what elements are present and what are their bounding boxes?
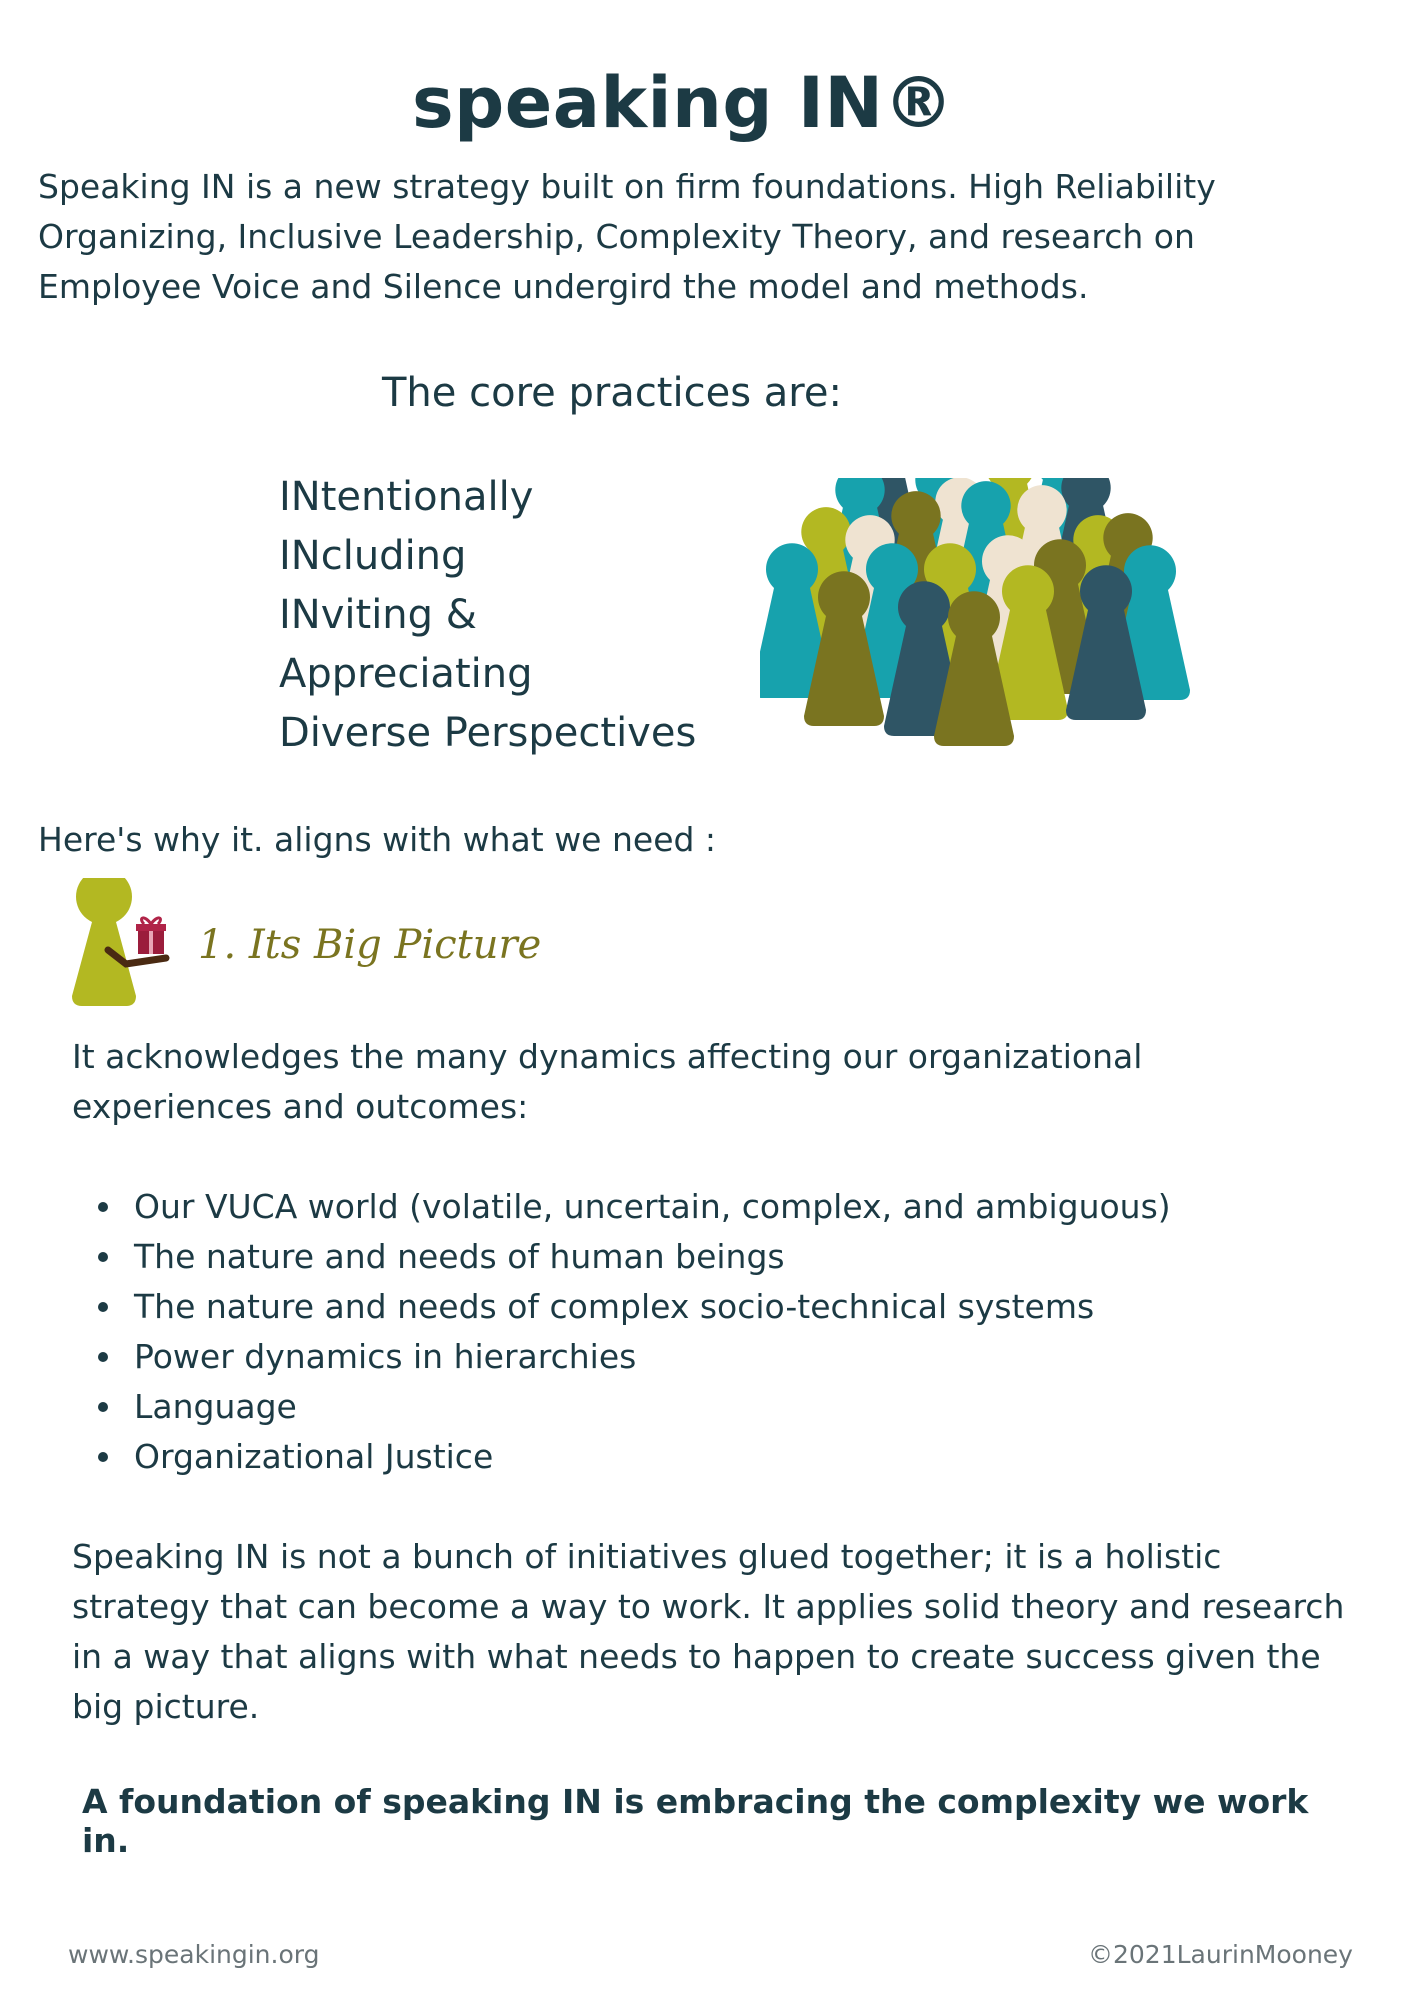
practice-item: Diverse Perspectives — [279, 710, 697, 756]
list-item-text: Power dynamics in hierarchies — [134, 1337, 637, 1376]
bullet-icon — [98, 1202, 108, 1212]
bullet-icon — [98, 1352, 108, 1362]
list-item — [96, 1182, 1171, 1232]
section-title: 1. Its Big Picture — [198, 922, 542, 968]
list-item-text: The nature and needs of complex socio-technical systems — [134, 1287, 1095, 1326]
copyright-notice: ©2021LaurinMooney — [1088, 1940, 1353, 1969]
list-item-text: The nature and needs of human beings — [134, 1237, 785, 1276]
bullet-icon — [98, 1252, 108, 1262]
list-item-text: Language — [134, 1387, 297, 1426]
practice-item: INviting & — [279, 592, 477, 638]
person-with-gift-icon — [70, 878, 170, 1008]
section-closing-paragraph: Speaking IN is not a bunch of initiatives glued together; it is a holistic strategy that can become a way to work. It applies solid theory and research in a way that aligns with what needs to happen to create success given the big picture. — [72, 1537, 1345, 1726]
intro-paragraph: Speaking IN is a new strategy built on firm foundations. High Reliability Organizing, Inclusive Leadership, Complexity Theory, and research on Employee Voice and Silence undergird the model and methods. — [38, 167, 1216, 306]
website-link[interactable]: www.speakingin.org — [68, 1940, 320, 1969]
practice-item: INcluding — [279, 533, 467, 579]
foundation-statement: A foundation of speaking IN is embracing the complexity we work in. — [82, 1782, 1309, 1860]
practice-item: Appreciating — [279, 651, 533, 697]
list-item — [96, 1432, 1171, 1482]
list-item-text: Organizational Justice — [134, 1437, 494, 1476]
page-title: speaking IN® — [412, 62, 954, 144]
core-practices-list — [279, 468, 696, 763]
practice-item: INtentionally — [279, 474, 534, 520]
list-item — [96, 1232, 1171, 1282]
bullet-icon — [98, 1302, 108, 1312]
bullet-icon — [98, 1452, 108, 1462]
core-practices-heading: The core practices are: — [382, 370, 842, 416]
list-item — [96, 1382, 1171, 1432]
why-heading: Here's why it. aligns with what we need : — [38, 820, 717, 859]
people-crowd-icon — [760, 478, 1210, 768]
list-item-text: Our VUCA world (volatile, uncertain, complex, and ambiguous) — [134, 1187, 1171, 1226]
list-item — [96, 1282, 1171, 1332]
dynamics-list — [96, 1182, 1171, 1482]
section-header — [70, 878, 870, 1008]
section-intro: It acknowledges the many dynamics affecting our organizational experiences and outcomes: — [72, 1037, 1143, 1126]
list-item — [96, 1332, 1171, 1382]
bullet-icon — [98, 1402, 108, 1412]
